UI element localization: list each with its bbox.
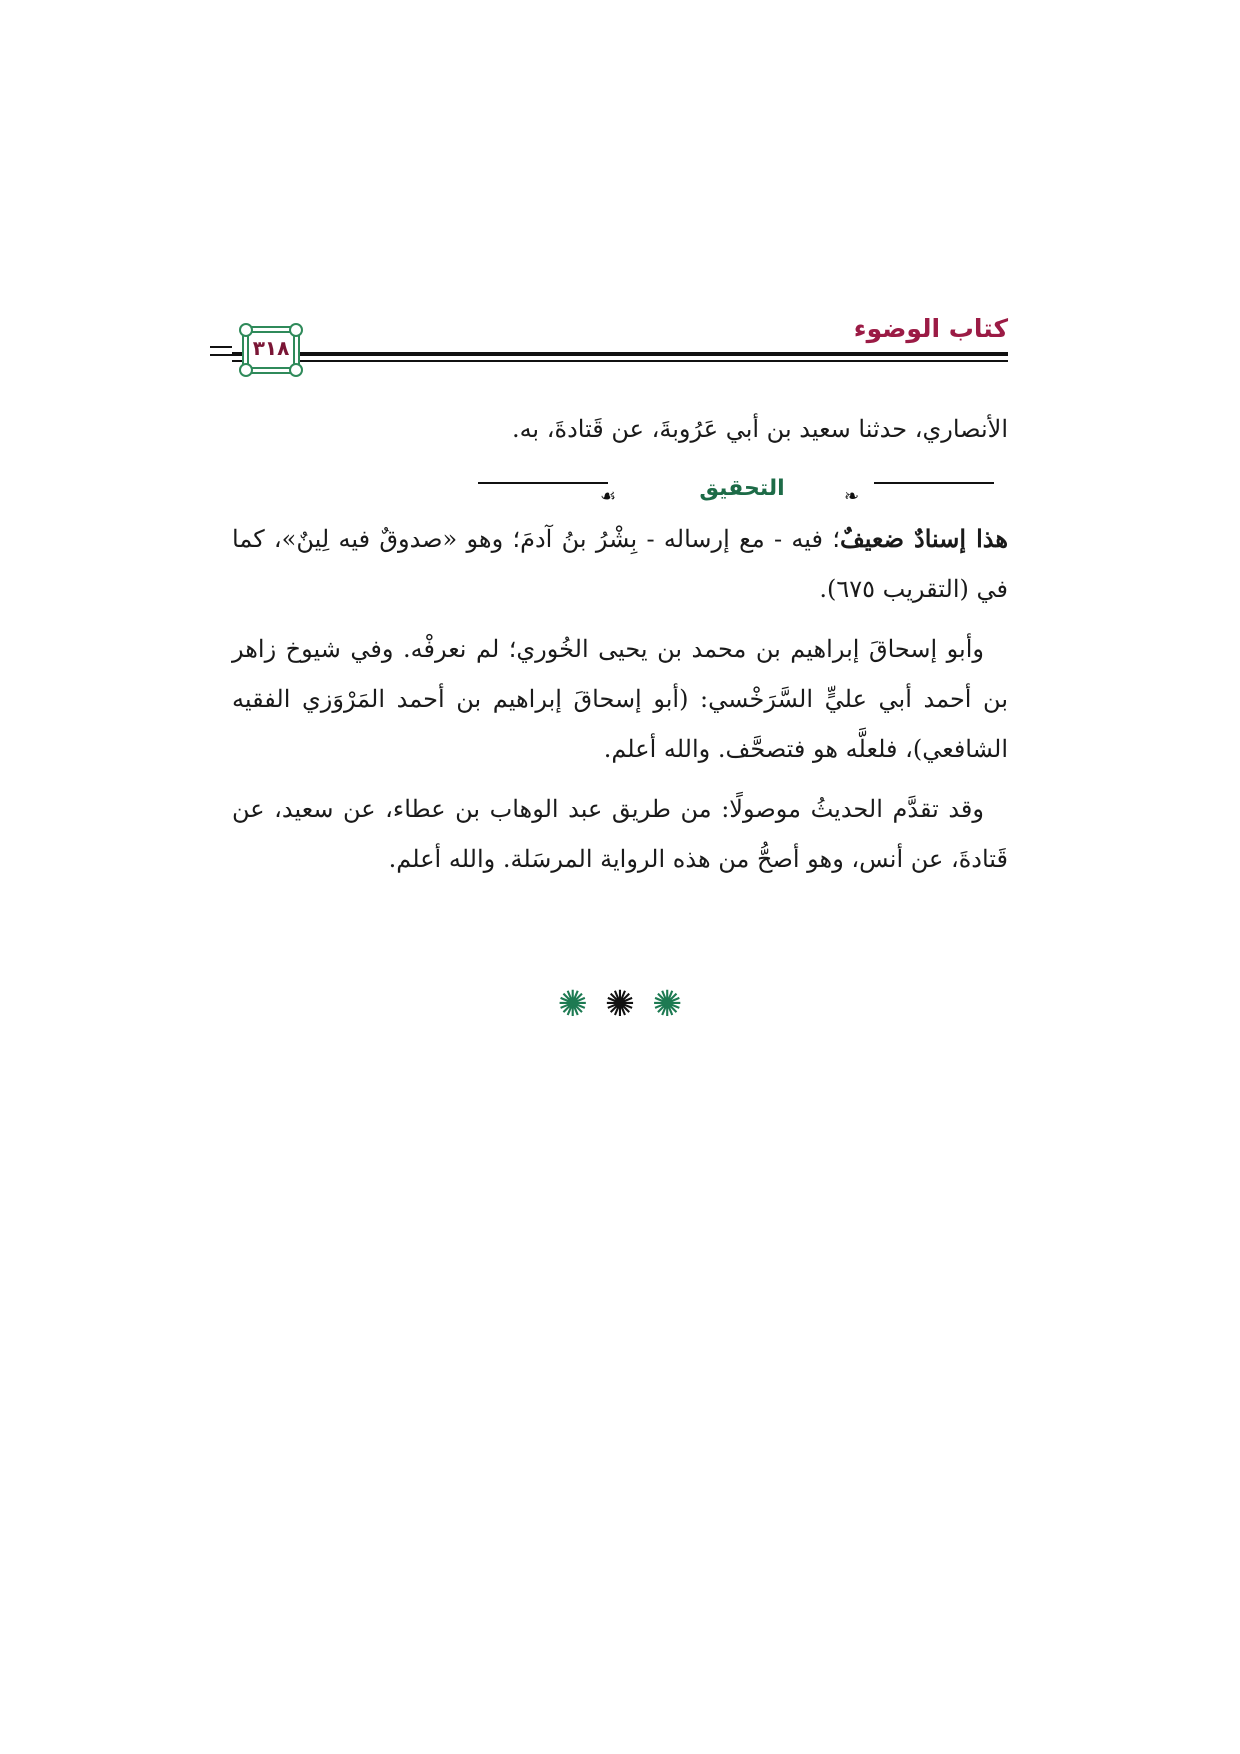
header-left-rule: [210, 346, 232, 362]
badge-corner-ornament: [289, 363, 303, 377]
flower-ornament-icon: ✺: [604, 984, 636, 1025]
section-heading: التحقيق: [699, 476, 785, 501]
book-title: كتاب الوضوء: [853, 314, 1008, 343]
badge-corner-ornament: [239, 323, 253, 337]
badge-corner-ornament: [289, 323, 303, 337]
header-rule-thick: [232, 352, 1008, 356]
paragraph-1: [232, 514, 1008, 614]
page-content: [232, 404, 1008, 894]
divider-line-right: [874, 482, 994, 484]
end-ornaments: [0, 985, 1240, 1025]
paragraph-1-text: ؛ فيه - مع إرساله - بِشْرُ بنُ آدمَ؛ وهو «صدوقٌ فيه لِينٌ»، كما في (التقريب ٦٧٥).: [232, 525, 1008, 603]
header-rule-thin: [232, 360, 1008, 362]
paragraph-3: وقد تقدَّم الحديثُ موصولًا: من طريق عبد الوهاب بن عطاء، عن سعيد، عن قَتادةَ، عن أنس، وهو أصحُّ من هذه الرواية المرسَلة. والله أعلم.: [232, 795, 1008, 873]
page-number: ٣١٨: [252, 336, 290, 360]
page-header: [232, 314, 1008, 386]
section-divider: [232, 460, 1008, 507]
flower-ornament-icon: ✺: [652, 984, 683, 1025]
badge-corner-ornament: [239, 363, 253, 377]
divider-ornament-left-icon: ☙: [600, 486, 617, 507]
paragraph-2: وأبو إسحاقَ إبراهيم بن محمد بن يحيى الخُوري؛ لم نعرفْه. وفي شيوخ زاهر بن أحمد أبي عليٍّ السَّرَخْسي: (أبو إسحاقَ إبراهيم بن أحمد المَرْوَزي الفقيه الشافعي)، فلعلَّه هو فتصحَّف. والله أعلم.: [232, 635, 1009, 763]
divider-ornament-right-icon: ❧: [844, 486, 860, 507]
page-number-badge: [242, 326, 300, 374]
flower-ornament-icon: ✺: [557, 984, 588, 1025]
opening-line: الأنصاري، حدثنا سعيد بن أبي عَرُوبةَ، عن قَتادةَ، به.: [511, 415, 1008, 443]
divider-line-left: [478, 482, 608, 484]
paragraph-1-bold: هذا إسنادٌ ضعيفٌ: [839, 524, 1008, 553]
